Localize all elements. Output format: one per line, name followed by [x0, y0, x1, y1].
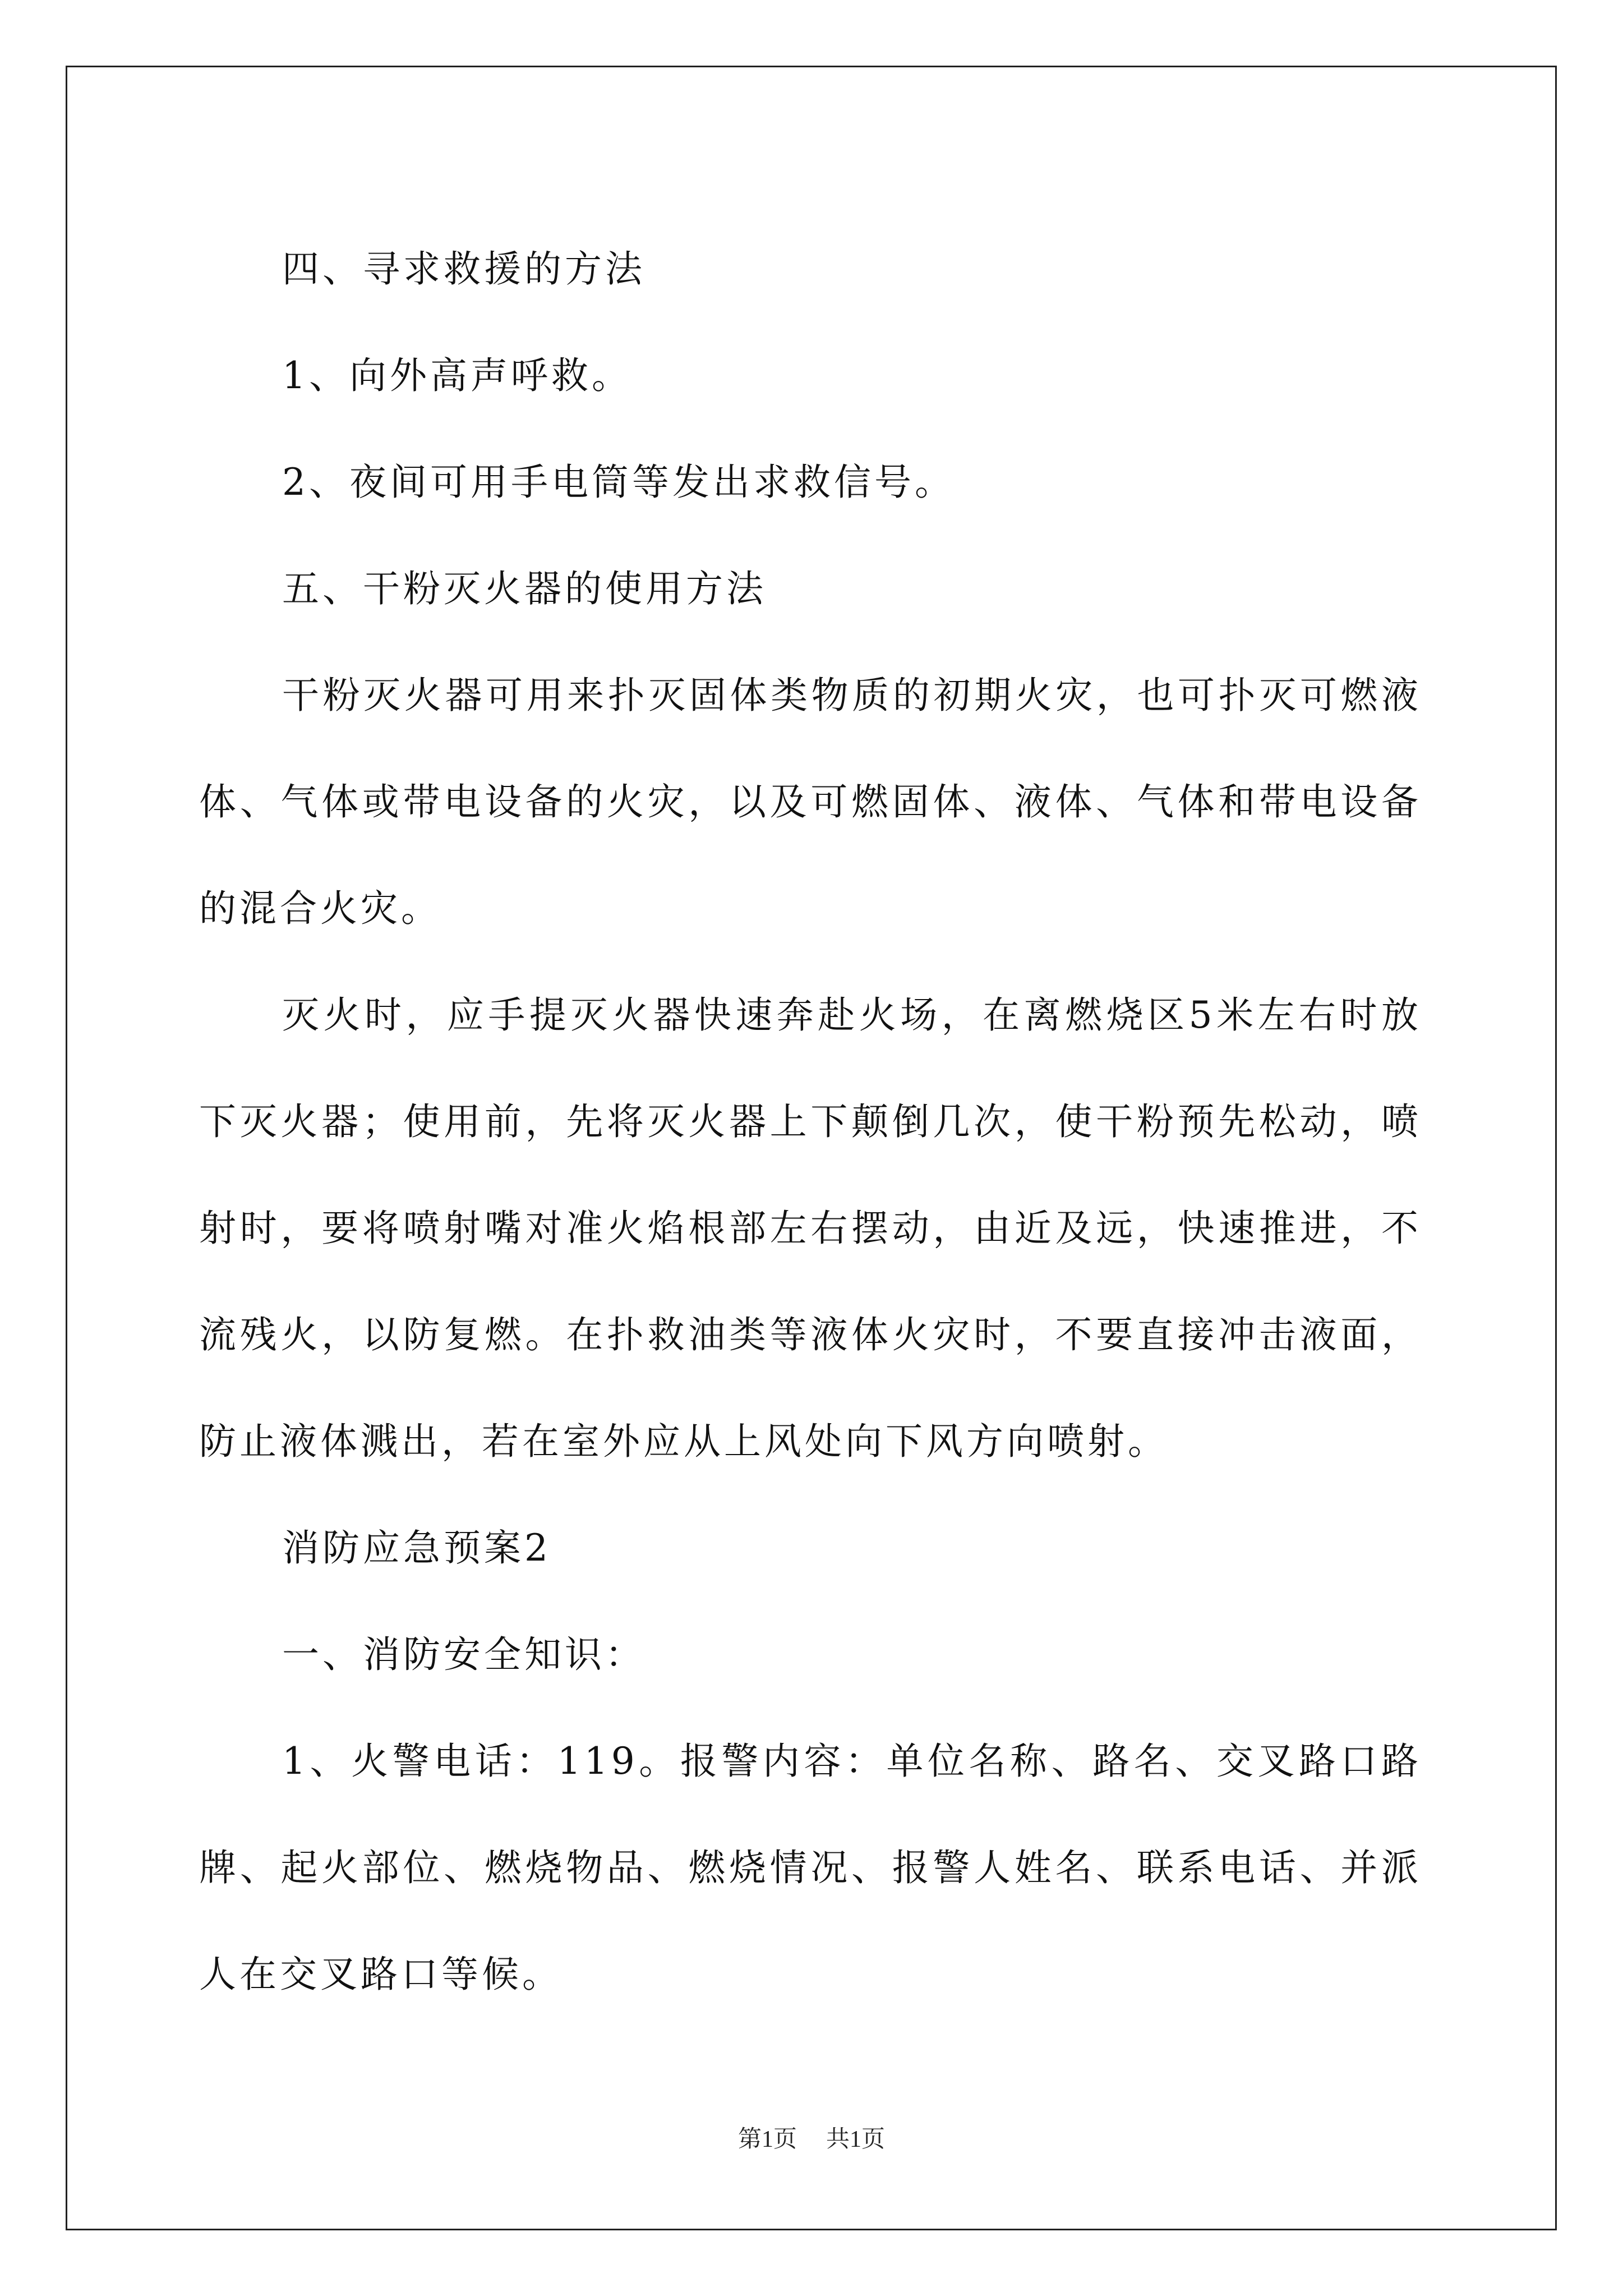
list-item-call-out: 1、向外高声呼救。: [282, 354, 632, 397]
list-item-night-signal: 2、夜间可用手电筒等发出求救信号。: [282, 461, 955, 504]
document-body: [199, 216, 1422, 2028]
page-total: 共1页: [826, 2127, 886, 2152]
paragraph-extinguisher-operation: 灭火时，应手提灭火器快速奔赴火场，在离燃烧区5米左右时放下灭火器；使用前，先将灭火器上下颠倒几次，使干粉预先松动，喷射时，要将喷射嘴对准火焰根部左右摆动，由近及远，快速推进，不流残火，以防复燃。在扑救油类等液体火灾时，不要直接冲击液面，防止液体溅出，若在室外应从上风处向下风方向喷射。: [199, 993, 1422, 1463]
section-heading-rescue-methods: 四、寻求救援的方法: [282, 247, 645, 291]
page-number: 第1页: [737, 2127, 797, 2152]
list-item-fire-alarm-phone: 1、火警电话：119。报警内容：单位名称、路名、交叉路口路牌、起火部位、燃烧物品、燃烧情况、报警人姓名、联系电话、并派人在交叉路口等候。: [199, 1740, 1422, 1996]
paragraph-extinguisher-scope: 干粉灭火器可用来扑灭固体类物质的初期火灾，也可扑灭可燃液体、气体或带电设备的火灾，以及可燃固体、液体、气体和带电设备的混合火灾。: [199, 674, 1422, 930]
section-heading-fire-safety-knowledge: 一、消防安全知识：: [282, 1633, 645, 1676]
page-footer: [0, 2120, 1623, 2154]
plan-title: 消防应急预案2: [282, 1526, 551, 1570]
section-heading-extinguisher-usage: 五、干粉灭火器的使用方法: [282, 567, 767, 610]
